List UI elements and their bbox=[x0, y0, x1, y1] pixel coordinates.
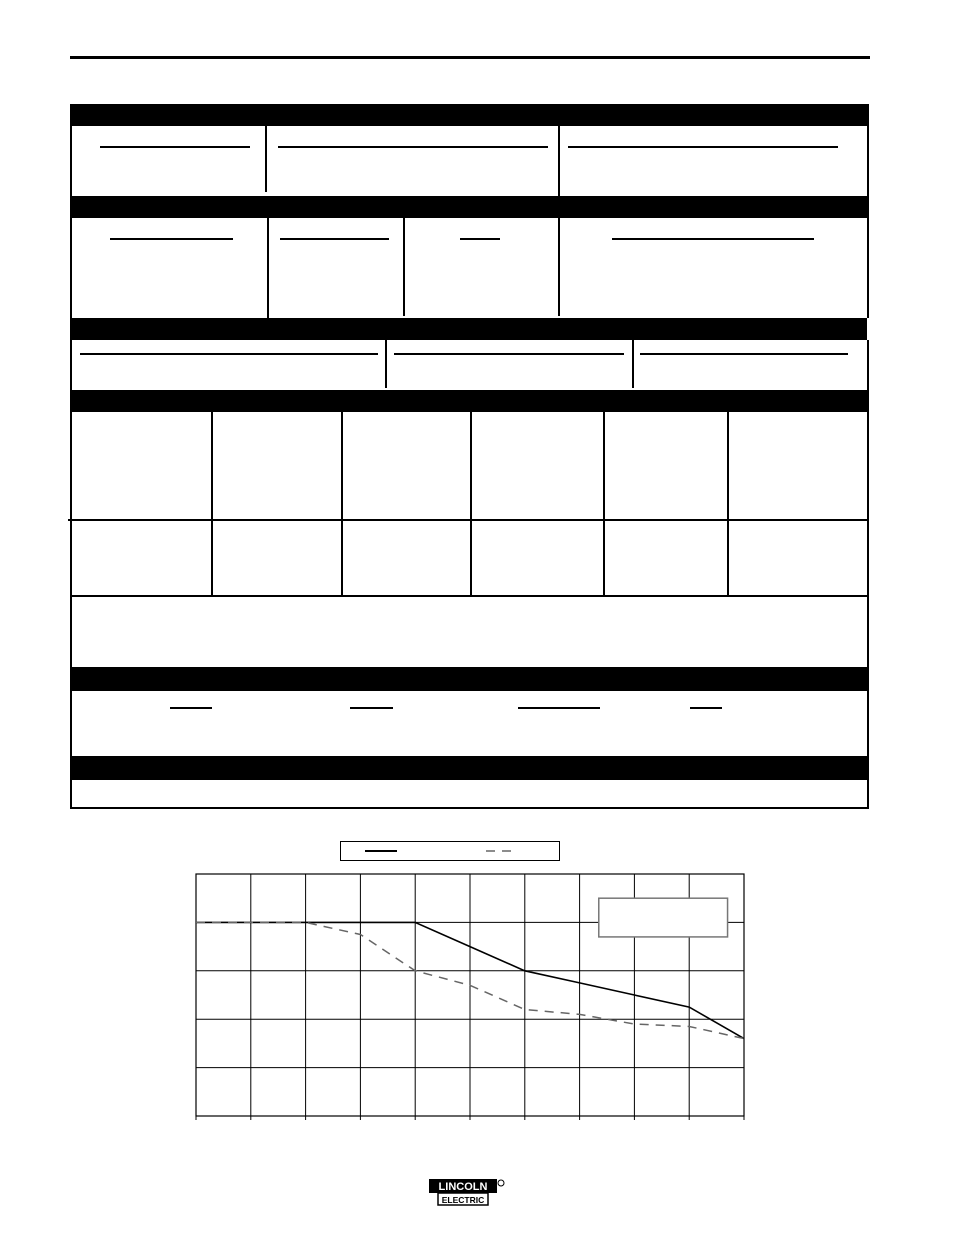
divider bbox=[558, 218, 560, 316]
section-bar-1 bbox=[70, 104, 869, 126]
section-bar-2 bbox=[70, 196, 869, 218]
chart-legend bbox=[340, 841, 560, 861]
field-underline bbox=[170, 707, 212, 709]
field-underline bbox=[568, 146, 838, 148]
section-6-body bbox=[70, 780, 869, 809]
lincoln-electric-logo bbox=[428, 1178, 506, 1206]
section-bar-3 bbox=[70, 318, 867, 340]
section-5-body bbox=[70, 691, 869, 756]
table-col-divider bbox=[603, 412, 605, 597]
field-underline bbox=[350, 707, 393, 709]
table-col-divider bbox=[211, 412, 213, 597]
logo-line1: LINCOLN bbox=[438, 1181, 488, 1193]
field-underline bbox=[394, 353, 624, 355]
field-underline bbox=[80, 353, 378, 355]
field-underline bbox=[110, 238, 233, 240]
divider bbox=[385, 340, 387, 388]
chart-annotation-box bbox=[599, 898, 728, 937]
table-col-divider bbox=[470, 412, 472, 597]
section-bar-4 bbox=[70, 390, 869, 412]
logo-line2: ELECTRIC bbox=[441, 1195, 485, 1205]
field-underline bbox=[690, 707, 722, 709]
field-underline bbox=[278, 146, 548, 148]
section-3-body bbox=[70, 340, 869, 390]
divider bbox=[632, 340, 634, 388]
page-header-rule bbox=[70, 56, 870, 59]
field-underline bbox=[460, 238, 500, 240]
section-1-body bbox=[70, 126, 869, 196]
derating-chart bbox=[190, 868, 752, 1120]
section-bar-5 bbox=[70, 667, 869, 691]
table-col-divider bbox=[341, 412, 343, 597]
field-underline bbox=[100, 146, 250, 148]
divider bbox=[265, 126, 267, 192]
section-bar-6 bbox=[70, 756, 869, 780]
table-col-divider bbox=[727, 412, 729, 597]
table-row-divider bbox=[68, 519, 869, 521]
field-underline bbox=[612, 238, 814, 240]
divider bbox=[403, 218, 405, 316]
field-underline bbox=[518, 707, 600, 709]
divider bbox=[558, 126, 560, 196]
field-underline bbox=[280, 238, 389, 240]
section-2-body bbox=[70, 218, 869, 318]
divider bbox=[267, 218, 269, 318]
field-underline bbox=[640, 353, 848, 355]
